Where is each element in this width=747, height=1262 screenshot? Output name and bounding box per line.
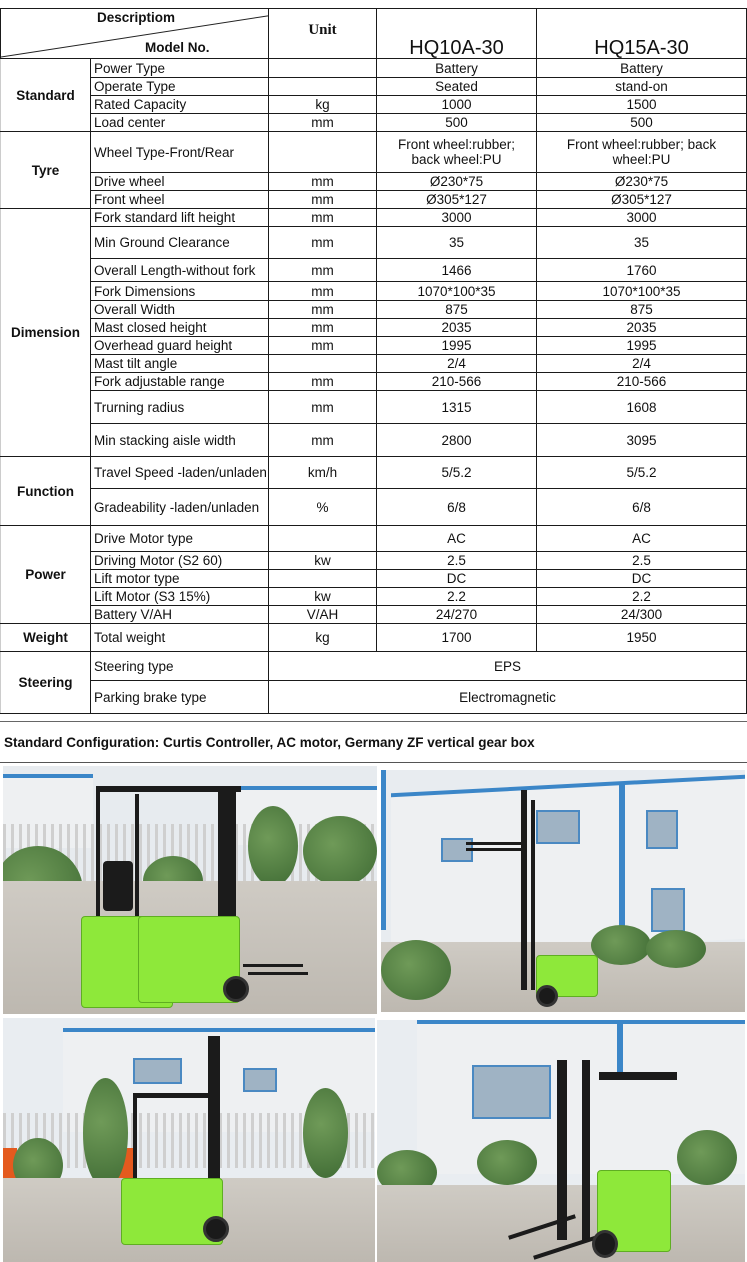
value-hq10: DC xyxy=(377,570,537,588)
value-hq10: 2/4 xyxy=(377,355,537,373)
item-label: Lift motor type xyxy=(91,570,269,588)
value-hq10: 2.2 xyxy=(377,588,537,606)
value-hq15: 1995 xyxy=(537,337,747,355)
configuration-text: Standard Configuration: Curtis Controller, AC motor, Germany ZF vertical gear box xyxy=(4,735,535,750)
category-steering: Steering xyxy=(1,652,91,714)
item-label: Overall Length-without fork xyxy=(91,259,269,282)
forklift-photo-1 xyxy=(3,766,377,1014)
forklift-photo-3 xyxy=(3,1018,375,1262)
value-hq15: 875 xyxy=(537,301,747,319)
value-hq10: Front wheel:rubber; back wheel:PU xyxy=(377,132,537,173)
spec-row xyxy=(1,282,747,301)
value-hq15: 2035 xyxy=(537,319,747,337)
description-label: Descriptiom xyxy=(97,10,176,25)
value-hq10: 500 xyxy=(377,114,537,132)
unit-cell xyxy=(269,355,377,373)
unit-cell: mm xyxy=(269,227,377,259)
item-label: Lift Motor (S3 15%) xyxy=(91,588,269,606)
value-hq10: 2800 xyxy=(377,424,537,457)
item-label: Drive wheel xyxy=(91,173,269,191)
category-dimension: Dimension xyxy=(1,209,91,457)
header-row xyxy=(1,9,747,59)
unit-cell: mm xyxy=(269,391,377,424)
merged-value: Electromagnetic xyxy=(269,681,747,714)
value-hq15: 1950 xyxy=(537,624,747,652)
value-hq10: Battery xyxy=(377,59,537,78)
item-label: Travel Speed -laden/unladen xyxy=(91,457,269,489)
value-hq10: 1000 xyxy=(377,96,537,114)
value-hq15: stand-on xyxy=(537,78,747,96)
spec-row xyxy=(1,114,747,132)
category-function: Function xyxy=(1,457,91,526)
unit-header: Unit xyxy=(269,9,377,59)
value-hq10: 2035 xyxy=(377,319,537,337)
value-hq10: 5/5.2 xyxy=(377,457,537,489)
value-hq15: 5/5.2 xyxy=(537,457,747,489)
value-hq15: Battery xyxy=(537,59,747,78)
configuration-note xyxy=(0,721,747,763)
item-label: Parking brake type xyxy=(91,681,269,714)
spec-row xyxy=(1,373,747,391)
value-hq15: 35 xyxy=(537,227,747,259)
spec-row xyxy=(1,624,747,652)
spec-row xyxy=(1,209,747,227)
spec-row xyxy=(1,526,747,552)
spec-row xyxy=(1,259,747,282)
spec-row xyxy=(1,489,747,526)
unit-cell: kg xyxy=(269,96,377,114)
category-power: Power xyxy=(1,526,91,624)
spec-row xyxy=(1,355,747,373)
unit-cell: mm xyxy=(269,282,377,301)
spec-row xyxy=(1,652,747,681)
unit-cell: kw xyxy=(269,552,377,570)
forklift-photo-2 xyxy=(381,770,745,1012)
item-label: Fork Dimensions xyxy=(91,282,269,301)
value-hq15: 2/4 xyxy=(537,355,747,373)
value-hq15: 3000 xyxy=(537,209,747,227)
category-standard: Standard xyxy=(1,59,91,132)
item-label: Battery V/AH xyxy=(91,606,269,624)
unit-cell: mm xyxy=(269,301,377,319)
value-hq15: 1608 xyxy=(537,391,747,424)
unit-cell xyxy=(269,78,377,96)
forklift-photo-4 xyxy=(377,1020,745,1262)
value-hq10: Ø230*75 xyxy=(377,173,537,191)
value-hq10: 1070*100*35 xyxy=(377,282,537,301)
model-header-2: HQ15A-30 xyxy=(537,9,747,59)
description-model-header xyxy=(1,9,269,59)
value-hq15: Ø305*127 xyxy=(537,191,747,209)
value-hq10: 875 xyxy=(377,301,537,319)
value-hq10: 1700 xyxy=(377,624,537,652)
value-hq10: 2.5 xyxy=(377,552,537,570)
item-label: Steering type xyxy=(91,652,269,681)
item-label: Total weight xyxy=(91,624,269,652)
item-label: Gradeability -laden/unladen xyxy=(91,489,269,526)
item-label: Fork standard lift height xyxy=(91,209,269,227)
value-hq15: 1500 xyxy=(537,96,747,114)
spec-row xyxy=(1,391,747,424)
item-label: Rated Capacity xyxy=(91,96,269,114)
item-label: Mast closed height xyxy=(91,319,269,337)
unit-cell: mm xyxy=(269,114,377,132)
value-hq15: 6/8 xyxy=(537,489,747,526)
item-label: Trurning radius xyxy=(91,391,269,424)
spec-row xyxy=(1,173,747,191)
value-hq10: 3000 xyxy=(377,209,537,227)
unit-cell: V/AH xyxy=(269,606,377,624)
category-weight: Weight xyxy=(1,624,91,652)
item-label: Operate Type xyxy=(91,78,269,96)
item-label: Min stacking aisle width xyxy=(91,424,269,457)
value-hq10: Seated xyxy=(377,78,537,96)
unit-cell: kw xyxy=(269,588,377,606)
item-label: Min Ground Clearance xyxy=(91,227,269,259)
unit-cell xyxy=(269,132,377,173)
spec-row xyxy=(1,552,747,570)
unit-cell: km/h xyxy=(269,457,377,489)
item-label: Drive Motor type xyxy=(91,526,269,552)
spec-row xyxy=(1,337,747,355)
item-label: Mast tilt angle xyxy=(91,355,269,373)
value-hq10: 1315 xyxy=(377,391,537,424)
spec-row xyxy=(1,191,747,209)
value-hq15: 210-566 xyxy=(537,373,747,391)
value-hq10: AC xyxy=(377,526,537,552)
value-hq15: 2.5 xyxy=(537,552,747,570)
value-hq15: 500 xyxy=(537,114,747,132)
merged-value: EPS xyxy=(269,652,747,681)
spec-row xyxy=(1,319,747,337)
item-label: Front wheel xyxy=(91,191,269,209)
value-hq15: Ø230*75 xyxy=(537,173,747,191)
item-label: Driving Motor (S2 60) xyxy=(91,552,269,570)
value-hq15: 1070*100*35 xyxy=(537,282,747,301)
value-hq15: 2.2 xyxy=(537,588,747,606)
spec-row xyxy=(1,424,747,457)
unit-cell: mm xyxy=(269,173,377,191)
value-hq10: 1995 xyxy=(377,337,537,355)
spec-row xyxy=(1,606,747,624)
item-label: Power Type xyxy=(91,59,269,78)
spec-row xyxy=(1,570,747,588)
spec-row xyxy=(1,78,747,96)
spec-row xyxy=(1,457,747,489)
value-hq15: Front wheel:rubber; back wheel:PU xyxy=(537,132,747,173)
value-hq15: AC xyxy=(537,526,747,552)
item-label: Fork adjustable range xyxy=(91,373,269,391)
unit-cell: mm xyxy=(269,319,377,337)
unit-cell: mm xyxy=(269,259,377,282)
value-hq10: 210-566 xyxy=(377,373,537,391)
value-hq10: 35 xyxy=(377,227,537,259)
unit-cell xyxy=(269,59,377,78)
spec-row xyxy=(1,588,747,606)
item-label: Overhead guard height xyxy=(91,337,269,355)
model-header-1: HQ10A-30 xyxy=(377,9,537,59)
value-hq15: 1760 xyxy=(537,259,747,282)
unit-cell: mm xyxy=(269,191,377,209)
category-tyre: Tyre xyxy=(1,132,91,209)
value-hq15: 3095 xyxy=(537,424,747,457)
value-hq10: 6/8 xyxy=(377,489,537,526)
spec-row xyxy=(1,96,747,114)
value-hq15: 24/300 xyxy=(537,606,747,624)
unit-cell xyxy=(269,570,377,588)
spec-row xyxy=(1,681,747,714)
unit-cell: mm xyxy=(269,424,377,457)
item-label: Wheel Type-Front/Rear xyxy=(91,132,269,173)
spec-row xyxy=(1,301,747,319)
value-hq10: 24/270 xyxy=(377,606,537,624)
unit-cell: % xyxy=(269,489,377,526)
spec-row xyxy=(1,59,747,78)
item-label: Load center xyxy=(91,114,269,132)
unit-cell: kg xyxy=(269,624,377,652)
unit-cell: mm xyxy=(269,337,377,355)
model-label: Model No. xyxy=(145,40,210,55)
unit-cell: mm xyxy=(269,209,377,227)
value-hq10: Ø305*127 xyxy=(377,191,537,209)
spec-row xyxy=(1,227,747,259)
spec-row xyxy=(1,132,747,173)
unit-cell xyxy=(269,526,377,552)
unit-cell: mm xyxy=(269,373,377,391)
spec-table xyxy=(0,8,747,714)
value-hq15: DC xyxy=(537,570,747,588)
value-hq10: 1466 xyxy=(377,259,537,282)
item-label: Overall Width xyxy=(91,301,269,319)
